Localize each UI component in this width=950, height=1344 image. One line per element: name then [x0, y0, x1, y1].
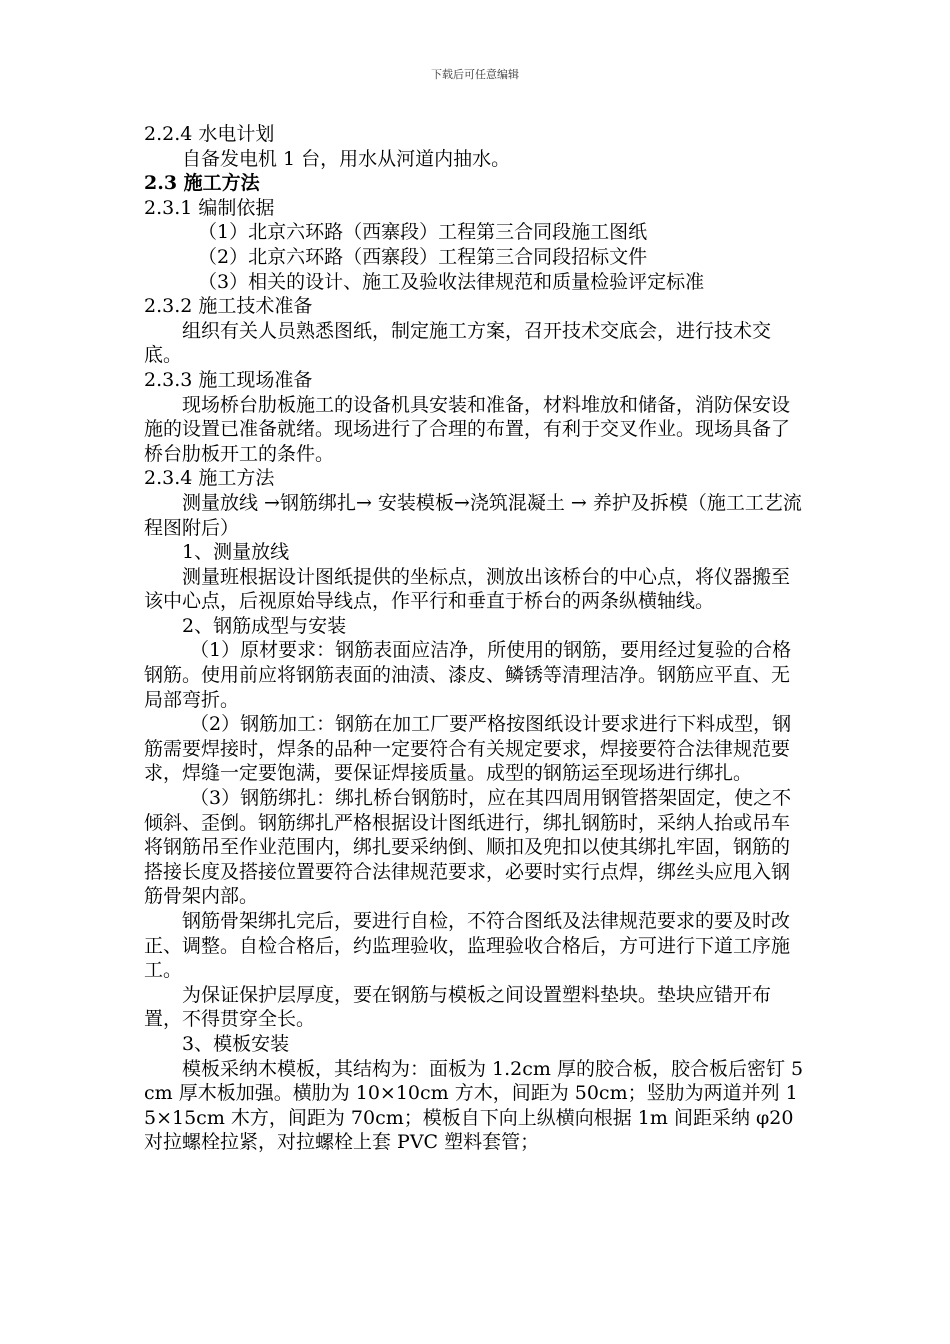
paragraph: 测量班根据设计图纸提供的坐标点，测放出该桥台的中心点，将仪器搬至该中心点，后视原始导线点，作平行和垂直于桥台的两条纵横轴线。 [144, 565, 791, 613]
paragraph: 自备发电机 1 台，用水从河道内抽水。 [182, 147, 511, 170]
paragraph: 3、模板安装 [182, 1032, 290, 1055]
paragraph: 组织有关人员熟悉图纸，制定施工方案，召开技术交底会，进行技术交底。 [144, 319, 772, 367]
paragraph: 钢筋骨架绑扎完后，要进行自检，不符合图纸及法律规范要求的要及时改正、调整。自检合格后，约监理验收，监理验收合格后，方可进行下道工序施工。 [144, 910, 791, 982]
document-body [144, 122, 808, 1155]
paragraph: 2.3 施工方法 [144, 172, 260, 195]
paragraph: 为保证保护层厚度，要在钢筋与模板之间设置塑料垫块。垫块应错开布置，不得贯穿全长。 [144, 983, 772, 1031]
paragraph: （1）北京六环路（西寨段）工程第三合同段施工图纸 [198, 221, 648, 244]
paragraph: 2.3.4 施工方法 [144, 467, 275, 490]
paragraph: 测量放线 →钢筋绑扎→ 安装模板→浇筑混凝土 → 养护及拆模（施工工艺流程图附后） [144, 491, 802, 539]
paragraph: 1、测量放线 [182, 541, 290, 564]
paragraph: 2.3.2 施工技术准备 [144, 295, 313, 318]
paragraph: 2.3.1 编制依据 [144, 196, 275, 219]
paragraph: （3）钢筋绑扎：绑扎桥台钢筋时，应在其四周用钢管搭架固定，使之不倾斜、歪倒。钢筋绑扎严格根据设计图纸进行，绑扎钢筋时，采纳人抬或吊车将钢筋吊至作业范围内，绑扎要采纳倒、顺扣及兜扣以使其绑扎牢固，钢筋的搭接长度及搭接位置要符合法律规范要求，必要时实行点焊，绑丝头应甩入钢筋骨架内部。 [144, 787, 792, 908]
paragraph: 现场桥台肋板施工的设备机具安装和准备，材料堆放和储备，消防保安设施的设置已准备就绪。现场进行了合理的布置，有利于交叉作业。现场具备了桥台肋板开工的条件。 [144, 393, 791, 465]
paragraph: 2.3.3 施工现场准备 [144, 368, 313, 391]
paragraph: 2.2.4 水电计划 [144, 123, 275, 145]
paragraph: （2）北京六环路（西寨段）工程第三合同段招标文件 [198, 245, 648, 268]
paragraph: （1）原材要求：钢筋表面应洁净，所使用的钢筋，要用经过复验的合格钢筋。使用前应将钢筋表面的油渍、漆皮、鳞锈等清理洁净。钢筋应平直、无局部弯折。 [144, 639, 792, 711]
page-header: 下载后可任意编辑 [431, 68, 519, 81]
paragraph: （2）钢筋加工：钢筋在加工厂要严格按图纸设计要求进行下料成型，钢筋需要焊接时，焊条的品种一定要符合有关规定要求，焊接要符合法律规范要求，焊缝一定要饱满，要保证焊接质量。成型的钢筋运至现场进行绑扎。 [144, 713, 792, 785]
paragraph: 2、钢筋成型与安装 [182, 614, 347, 637]
paragraph: 模板采纳木模板，其结构为：面板为 1.2cm 厚的胶合板，胶合板后密钉 5cm 厚木板加强。横肋为 10×10cm 方木，间距为 50cm；竖肋为两道并列 15×15cm 木方，间距为 70cm；模板自下向上纵横向根据 1m 间距采纳 φ20 对拉螺栓拉紧，对拉螺栓上套 PVC 塑料套管； [144, 1057, 804, 1154]
paragraph: （3）相关的设计、施工及验收法律规范和质量检验评定标准 [198, 270, 705, 293]
